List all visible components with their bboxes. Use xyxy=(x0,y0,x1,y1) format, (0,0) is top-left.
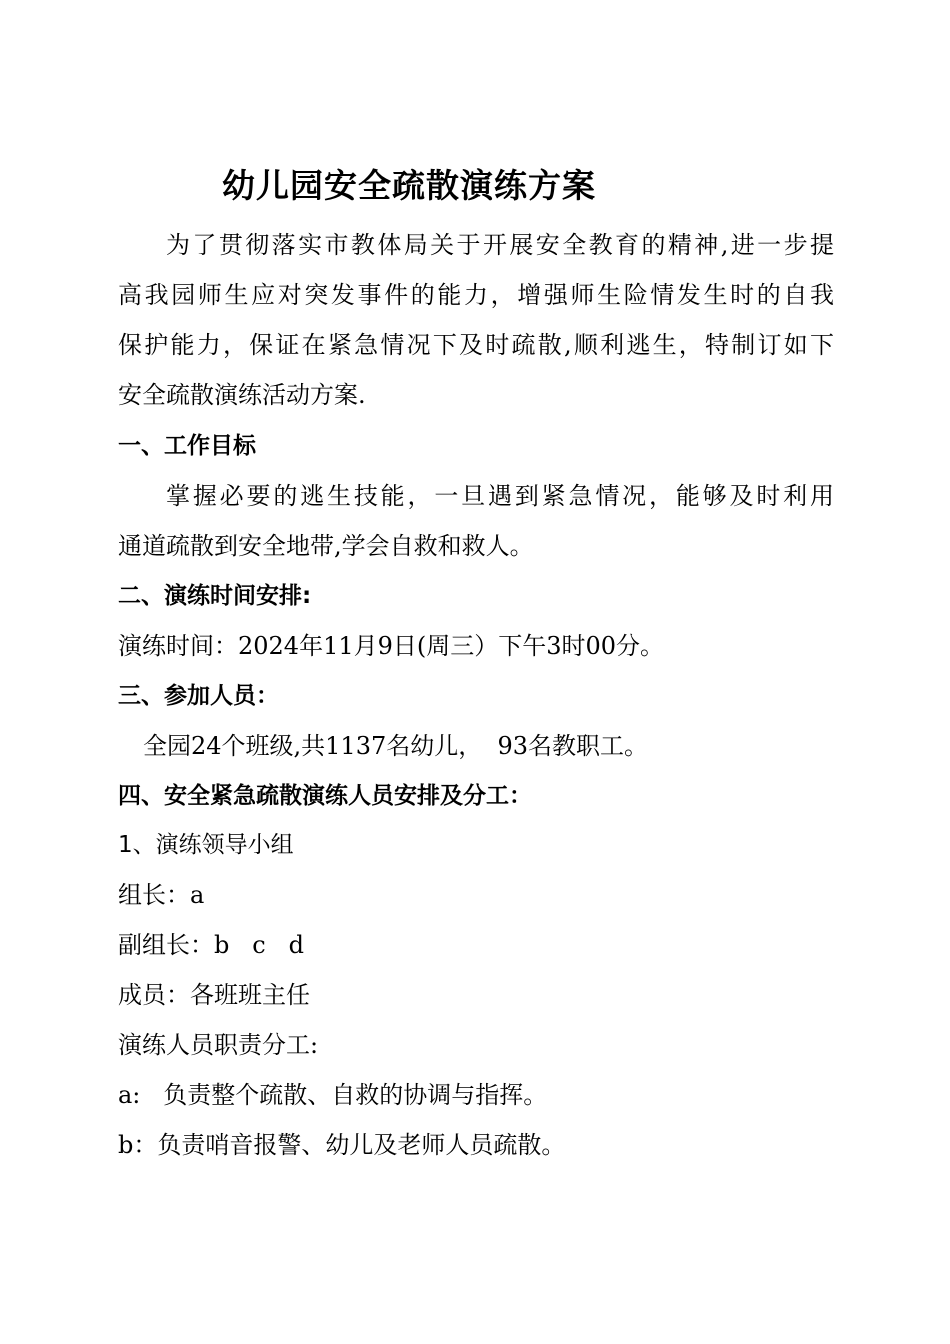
subsection-1-heading: 1、演练领导小组 xyxy=(118,832,294,858)
duty-b: b：负责哨音报警、幼儿及老师人员疏散。 xyxy=(118,1131,566,1159)
group-leader: 组长：a xyxy=(118,881,205,909)
intro-line-3: 保护能力，保证在紧急情况下及时疏散,顺利逃生，特制订如下 xyxy=(118,331,834,359)
intro-line-4: 安全疏散演练活动方案. xyxy=(118,381,366,409)
section-4-heading: 四、安全紧急疏散演练人员安排及分工： xyxy=(118,783,532,809)
intro-line-1: 为了贯彻落实市教体局关于开展安全教育的精神,进一步提 xyxy=(166,231,834,259)
section-1-heading: 一、工作目标 xyxy=(118,433,256,459)
drill-time: 演练时间：2024年11月9日(周三）下午3时00分。 xyxy=(118,632,665,660)
deputy-leaders: 副组长：b c d xyxy=(118,931,304,959)
duties-title: 演练人员职责分工: xyxy=(118,1031,319,1059)
section-1-paragraph xyxy=(118,471,834,571)
section-3-heading: 三、参加人员： xyxy=(118,683,279,709)
document-title: 幼儿园安全疏散演练方案 xyxy=(222,166,596,205)
intro-line-2: 高我园师生应对突发事件的能力，增强师生险情发生时的自我 xyxy=(118,281,834,309)
section-1-line-1: 掌握必要的逃生技能，一旦遇到紧急情况，能够及时利用 xyxy=(166,482,834,510)
participants: 全园24个班级,共1137名幼儿， 93名教职工。 xyxy=(143,732,649,760)
intro-paragraph xyxy=(118,220,834,420)
section-1-line-2: 通道疏散到安全地带,学会自救和救人。 xyxy=(118,532,534,560)
section-2-heading: 二、演练时间安排: xyxy=(118,583,312,609)
duty-a: a: 负责整个疏散、自救的协调与指挥。 xyxy=(118,1081,548,1109)
group-members: 成员：各班班主任 xyxy=(118,981,310,1009)
